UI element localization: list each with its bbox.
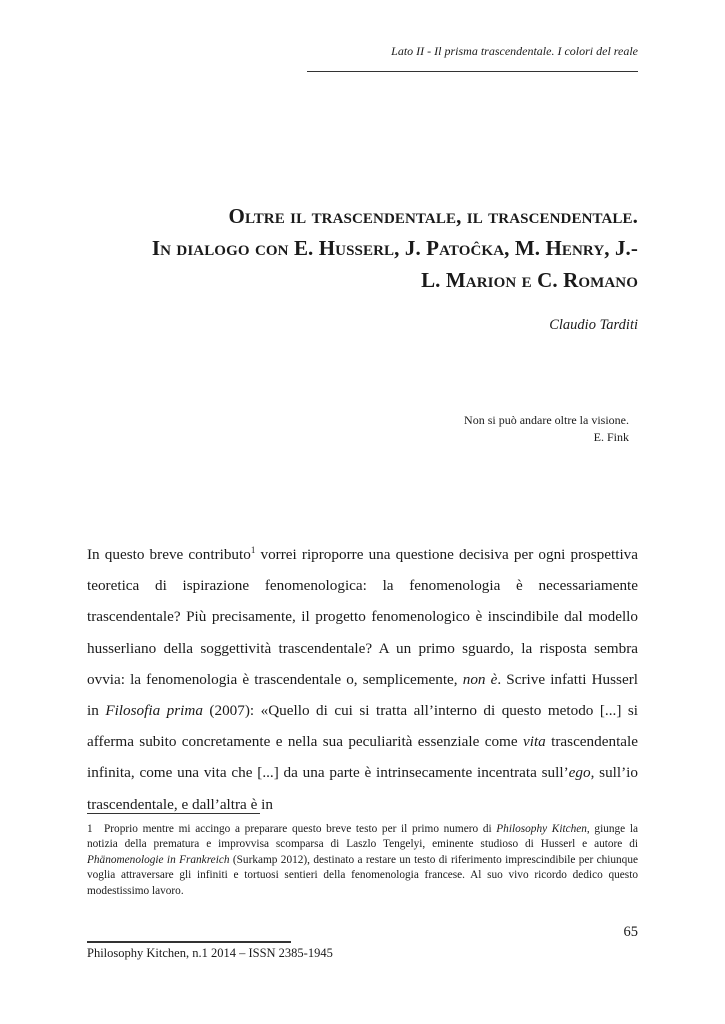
footer-rule xyxy=(87,941,291,943)
footnote xyxy=(87,822,638,899)
journal-footer: Philosophy Kitchen, n.1 2014 – ISSN 2385-1945 xyxy=(87,946,333,960)
epigraph xyxy=(464,412,629,446)
body-segment: , sull’io trascendentale, e dall’altra è in xyxy=(87,764,638,813)
header-rule xyxy=(307,71,638,72)
body-paragraph xyxy=(87,539,638,820)
title-line-1: Oltre il trascendentale, il trascendentale. xyxy=(228,204,638,228)
body-segment: . Scrive infatti Husserl in xyxy=(87,670,638,720)
body-italic: ego xyxy=(568,764,591,782)
epigraph-attribution: E. Fink xyxy=(593,430,629,444)
body-segment: trascendentale infinita, come una vita che [...] da una parte è intrinsecamente incentrata sull’ xyxy=(87,733,638,782)
footnote-reference[interactable]: 1 xyxy=(250,544,256,555)
footnote-italic: Philosophy Kitchen xyxy=(496,823,587,835)
title-line-2: In dialogo con E. Husserl, J. Patoĉka, M. Henry, J.- xyxy=(151,236,638,260)
footnote-segment: Proprio mentre mi accingo a preparare questo breve testo per il primo numero di xyxy=(104,823,497,835)
body-segment: (2007): «Quello di cui si tratta all’interno di questo metodo [...] si afferma subito concretamente e nella sua peculiarità essenziale come xyxy=(87,702,638,751)
title-line-3: L. Marion e C. Romano xyxy=(421,268,638,292)
body-segment: In questo breve contributo xyxy=(87,546,251,563)
body-segment: vorrei riproporre una questione decisiva per ogni prospettiva teoretica di ispirazione fenomenologica: la fenomenologia è necessariamente trascendentale? Più precisamente, il progetto fenomenologico è inscindibile dal modello husserliano della soggettività trascendentale? A un primo sguardo, la risposta sembra ovvia: la fenomenologia è trascendentale o, semplicemente, xyxy=(87,546,638,688)
body-italic: vita xyxy=(522,733,546,751)
footnote-rule xyxy=(87,813,260,814)
body-italic: Filosofia prima xyxy=(105,702,203,720)
footnote-number: 1 xyxy=(87,823,93,835)
body-text xyxy=(87,539,638,820)
footnote-segment: , giunge la notizia della prematura e improvvisa scomparsa di Laszlo Tengelyi, eminente studioso di Husserl e autore di xyxy=(87,823,638,851)
author-name: Claudio Tarditi xyxy=(549,317,638,333)
running-header: Lato II - Il prisma trascendentale. I colori del reale xyxy=(391,44,638,58)
page-number: 65 xyxy=(623,924,638,940)
article-title xyxy=(78,200,638,296)
body-italic: non è xyxy=(462,670,498,688)
footnote-segment: (Surkamp 2012), destinato a restare un testo di riferimento imprescindibile per chiunque voglia attraversare gli infiniti e tortuosi sentieri della fenomenologia francese. Al suo vivo ricordo dedico questo modestissimo lavoro. xyxy=(87,853,638,897)
epigraph-quote: Non si può andare oltre la visione. xyxy=(464,413,629,427)
footnote-italic: Phänomenologie in Frankreich xyxy=(87,853,230,866)
